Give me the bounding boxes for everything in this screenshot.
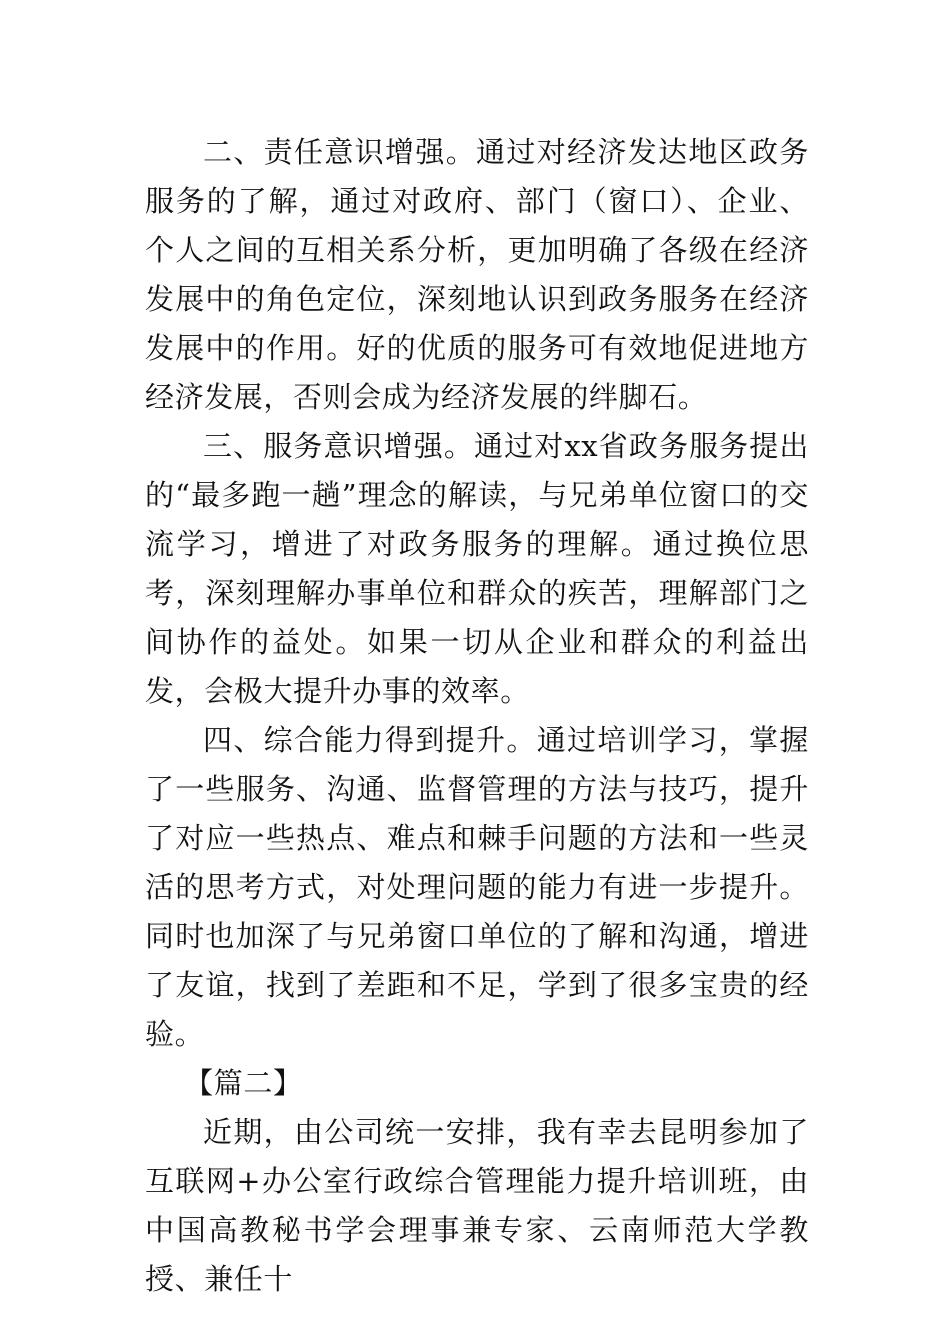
paragraph-responsibility: 二、责任意识增强。通过对经济发达地区政务服务的了解，通过对政府、部门（窗口）、企业、个人之间的互相关系分析，更加明确了各级在经济发展中的角色定位，深刻地认识到政务服务在经济发展中的作用。好的优质的服务可有效地促进地方经济发展，否则会成为经济发展的绊脚石。 (145, 135, 809, 414)
paragraph-ability: 四、综合能力得到提升。通过培训学习，掌握了一些服务、沟通、监督管理的方法与技巧，提升了对应一些热点、难点和棘手问题的方法和一些灵活的思考方式，对处理问题的能力有进一步提升。同时也加深了与兄弟窗口单位的了解和沟通，增进了友谊，找到了差距和不足，学到了很多宝贵的经验。 (145, 723, 809, 1051)
document-body (145, 128, 809, 1304)
section-heading: 【篇二】 (184, 1066, 303, 1100)
paragraph-training-intro: 近期，由公司统一安排，我有幸去昆明参加了互联网+办公室行政综合管理能力提升培训班，由中国高教秘书学会理事兼专家、云南师范大学教授、兼任十 (145, 1115, 809, 1296)
paragraph-service: 三、服务意识增强。通过对xx省政务服务提出的“最多跑一趟”理念的解读，与兄弟单位窗口的交流学习，增进了对政务服务的理解。通过换位思考，深刻理解办事单位和群众的疾苦，理解部门之间协作的益处。如果一切从企业和群众的利益出发，会极大提升办事的效率。 (145, 429, 809, 708)
